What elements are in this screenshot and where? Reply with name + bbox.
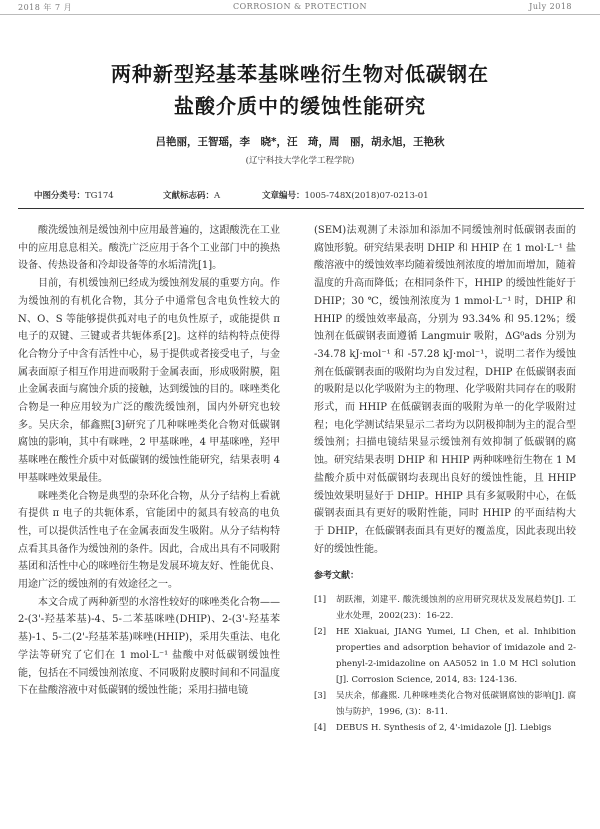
reference-text: HE Xiakuai, JIANG Yumei, LI Chen, et al. Inhibition properties and adsorption behavior of imidazole and 2-phenyl-2-imidazoline on AA5052 in 1.0 M HCl solution [J]. Corrosion Science, 2014, 83: 124-136. bbox=[336, 627, 576, 686]
reference-number: [1] bbox=[314, 595, 327, 606]
paragraph: (SEM)法观测了未添加和添加不同缓蚀剂时低碳钢表面的腐蚀形貌。研究结果表明 DHIP 和 HHIP 在 1 mol·L⁻¹ 盐酸溶液中的缓蚀效率均随着缓蚀剂浓度的增加而增加，随着温度的升高而降低；在相同条件下，HHIP 的缓蚀性能好于 DHIP；30 ℃，缓蚀剂浓度为 1 mmol·L⁻¹ 时，DHIP 和 HHIP 的缓蚀效率最高，分别为 93.34% 和 95.12%；缓蚀剂在低碳钢表面遵循 Langmuir 吸附，ΔG⁰ads 分别为 -34.78 kJ·mol⁻¹ 和 -57.28 kJ·mol⁻¹，说明二者作为缓蚀剂在低碳钢表面的吸附均为自发过程，DHIP 在低碳钢表面的吸附是以化学吸附为主的物理、化学吸附共同存在的吸附形式，而 HHIP 在低碳钢表面的吸附为单一的化学吸附过程；电化学测试结果显示二者均为以阴极抑制为主的混合型缓蚀剂；扫描电镜结果显示缓蚀剂有效抑制了低碳钢的腐蚀。研究结果表明 DHIP 和 HHIP 两种咪唑衍生物在 1 M 盐酸介质中对低碳钢均表现出良好的缓蚀性能，且 HHIP 缓蚀效果明显好于 DHIP。HHIP 具有多氮吸附中心，在低碳钢表面具有更好的吸附性能，同时 HHIP 的平面结构大于 DHIP，在低碳钢表面具有更好的覆盖度，因此表现出较好的缓蚀性能。 bbox=[314, 225, 576, 555]
reference-text: DEBUS H. Synthesis of 2, 4'-imidazole [J]. Liebigs bbox=[336, 723, 552, 734]
reference-text: 吴庆余，郁鑫熙. 几种咪唑类化合物对低碳钢腐蚀的影响[J]. 腐蚀与防护，1996, (3)：8-11. bbox=[336, 691, 576, 718]
left-column bbox=[18, 222, 280, 700]
header-journal: CORROSION & PROTECTION bbox=[232, 2, 367, 11]
doc-value: A bbox=[214, 191, 221, 201]
reference-item bbox=[314, 688, 576, 720]
paragraph: 本文合成了两种新型的水溶性较好的咪唑类化合物——2-(3'-羟基苯基)-4、5-二苯基咪唑(DHIP)、2-(3'-羟基苯基)-1、5-二(2'-羟基苯基)咪唑(HHIP)，采用失重法、电化学法等研究了它们在 1 mol·L⁻¹ 盐酸中对低碳钢缓蚀性能，包括在不同缓蚀剂浓度、不同吸附皮膜时间和不同温度下在盐酸溶液中对低碳钢的缓蚀性能；采用扫描电镜 bbox=[18, 596, 280, 697]
document-code bbox=[163, 189, 220, 201]
header-date: 2018 年 7 月 bbox=[18, 3, 73, 12]
reference-number: [3] bbox=[314, 691, 327, 702]
paragraph: 咪唑类化合物是典型的杂环化合物，从分子结构上看就有提供 π 电子的共轭体系，官能团中的氮具有较高的电负性，可以提供活性电子在金属表面发生吸附。从分子结构特点看其具备作为缓蚀剂的条件。因此，合成出具有不同吸附基团和活性中心的咪唑衍生物是发展环境友好、性能优良、用途广泛的缓蚀剂的有效途径之一。 bbox=[18, 490, 280, 591]
paper-title-line-1: 两种新型羟基苯基咪唑衍生物对低碳钢在 bbox=[111, 62, 489, 86]
header-date-en: July 2018 bbox=[529, 2, 572, 11]
paragraph: 酸洗缓蚀剂是缓蚀剂中应用最普遍的，这跟酸洗在工业中的应用息息相关。酸洗广泛应用于各个工业部门中的换热设备、传热设备和冷却设备等的水垢清洗[1]。 bbox=[18, 225, 280, 272]
header-divider bbox=[18, 208, 584, 209]
paper-title-line-2: 盐酸介质中的缓蚀性能研究 bbox=[174, 94, 426, 118]
article-number bbox=[262, 189, 429, 201]
paragraph: 目前，有机缓蚀剂已经成为缓蚀剂发展的重要方向。作为缓蚀剂的有机化合物，其分子中通常包含电负性较大的 N、O、S 等能够提供孤对电子的电负性原子，或能提供 π 电子的双键、三键或者共轭体系[2]。这样的结构特点使得化合物分子中含有活性中心，易于提供或者接受电子，与金属表面原子相互作用进而吸附于金属表面，形成吸附膜，阻止金属表面与腐蚀介质的接触，达到缓蚀的目的。咪唑类化合物是一种应用较为广泛的酸洗缓蚀剂，国内外研究也较多。吴庆余，郁鑫熙[3]研究了几种咪唑类化合物对低碳钢腐蚀的影响，其中有咪唑，2 甲基咪唑，4 甲基咪唑，羟甲基咪唑在酸性介质中对低碳钢的缓蚀性能研究，结果表明 4 甲基咪唑效果最佳。 bbox=[18, 278, 280, 484]
running-header bbox=[0, 0, 600, 15]
right-column bbox=[314, 222, 576, 736]
clc-number bbox=[34, 189, 114, 201]
reference-text: 胡跃湘，刘建平. 酸洗缓蚀剂的应用研究现状及发展趋势[J]. 工业水处理，2002(23)：16-22. bbox=[336, 595, 576, 622]
reference-number: [2] bbox=[314, 627, 327, 638]
clc-value: TG174 bbox=[85, 191, 114, 201]
article-label: 文章编号： bbox=[262, 191, 305, 201]
author-list: 吕艳丽，王智瑶，李 晓*，汪 琦，周 丽，胡永旭，王艳秋 bbox=[155, 136, 445, 148]
references-heading: 参考文献： bbox=[314, 571, 360, 582]
reference-item bbox=[314, 592, 576, 624]
reference-item bbox=[314, 720, 576, 736]
reference-number: [4] bbox=[314, 723, 327, 734]
clc-label: 中图分类号： bbox=[34, 191, 86, 201]
affiliation: (辽宁科技大学化学工程学院) bbox=[245, 156, 355, 166]
doc-label: 文献标志码： bbox=[163, 191, 215, 201]
reference-item bbox=[314, 624, 576, 688]
article-value: 1005-748X(2018)07-0213-01 bbox=[304, 191, 429, 201]
reference-list bbox=[314, 592, 576, 736]
